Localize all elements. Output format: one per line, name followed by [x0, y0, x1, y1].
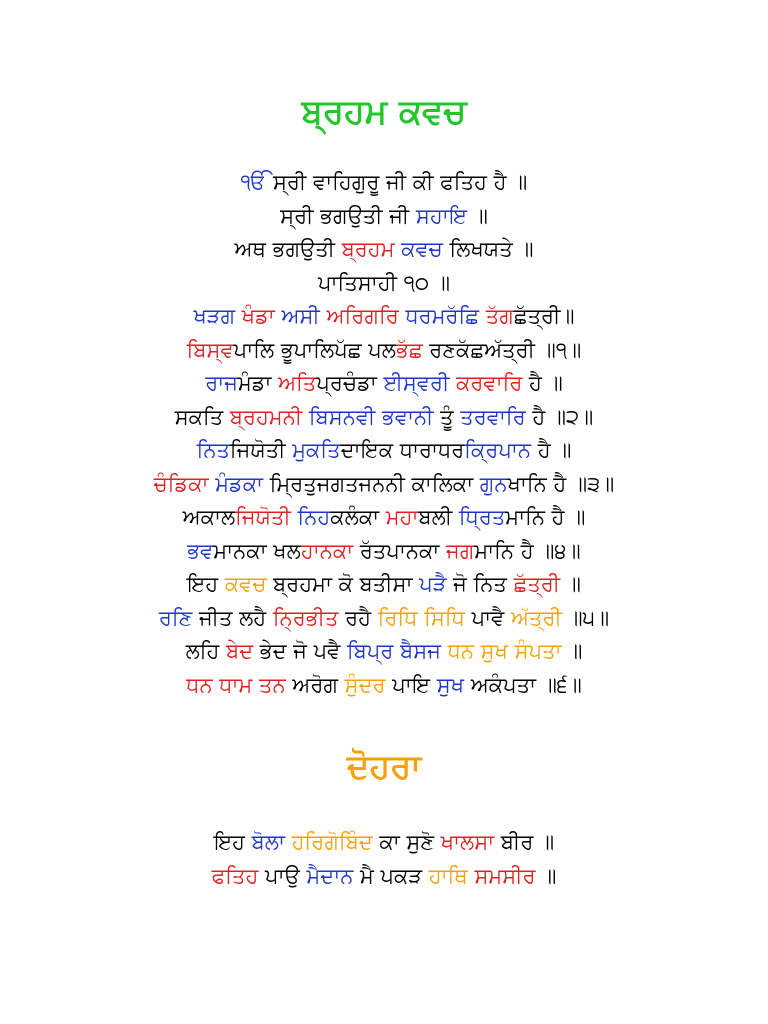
verse-line [0, 535, 768, 569]
verse-segment: ਬੀਰ ॥ [494, 830, 555, 854]
verse-segment: ਸ੍ਰੀ ਵਾਹਿਗੁਰੂ ਜੀ ਕੀ ਫਤਿਹ ਹੈ ॥ [266, 170, 528, 194]
verse-segment: ਧ੍ਰਿਤ [458, 505, 506, 529]
verse-segment [302, 405, 309, 429]
verse-segment: ਹੈ ॥੨॥ [525, 404, 594, 429]
verse-segment: ਤਰਵਾਰਿ [460, 404, 526, 429]
verse-segment: ਖਾਲਸਾ [440, 830, 495, 854]
verse-segment: ਕਰਵਾਰਿ [456, 371, 523, 395]
verse-line [0, 367, 768, 401]
verse-segment: ਧਰਮਰੱਛਿ [405, 304, 480, 328]
section-heading: ਦੋਹਰਾ [346, 747, 422, 787]
verse-segment: ਮੈ ਪਕੜ [353, 863, 429, 888]
verse-line [0, 826, 768, 860]
verse-segment: ਮੁਕਤਿ [292, 438, 341, 462]
verse-segment [441, 639, 448, 663]
verse-segment: ਹੈ ॥ [531, 438, 572, 462]
verse-line [0, 233, 768, 267]
verse-segment: ਅਕਾਲ [182, 505, 236, 529]
verse-line [0, 501, 768, 535]
verse-segment: ਈਸ੍ਵਰੀ [383, 371, 450, 395]
verse-segment: ਪ੍ਰਚੰਡਾ [316, 371, 384, 395]
verse-segment: ਪਾਉ [258, 863, 307, 888]
verse-segment: ਰਹੈ [338, 605, 378, 630]
verse-segment: ਬਿਪ੍ਰ ਬੈਸਜ [347, 639, 441, 663]
verse-segment: ॥ [535, 863, 557, 888]
page-title: ਬ੍ਰਹਮ ਕਵਚ [301, 92, 467, 132]
verse-segment: ਖਾਨਿ ਹੈ ॥੩॥ [507, 471, 615, 496]
verse-segment: ਸੁੰਦਰ [344, 672, 386, 697]
verse-segment: ਛੱਤ੍ਰੀ॥ [513, 304, 575, 328]
verse-segment: ਜੀਤ ਲਹੈ [192, 605, 273, 630]
verse-segment: ਬ੍ਰਹਮਾ ਕੋ ਬਤੀਸਾ [266, 572, 420, 596]
verse-segment [375, 405, 382, 429]
verse-segment: ਬਿਸਨਵੀ [308, 404, 376, 429]
verse-segment: ਹੈ ॥ [522, 371, 563, 395]
verse-segment: ਬੇਦ [226, 639, 254, 663]
verse-segment: ਅੱਤ੍ਰੀ [510, 605, 562, 630]
verse-segment: ਪਾਤਿਸਾਹੀ ੧੦ ॥ [318, 270, 450, 295]
verse-segment: ਮਾਨਿ ਹੈ ॥੪॥ [474, 538, 581, 563]
verse-segment: ਖੰਡਾ [241, 304, 275, 328]
verse-line [0, 635, 768, 669]
verse-segment: ਖੜਗ [193, 304, 236, 328]
verse-segment: ੴ [240, 170, 267, 194]
verse-line [0, 166, 768, 200]
verse-segment: ਭੇਦ ਜੋ ਪਵੈ [253, 639, 347, 663]
verse-segment: ਲਿਖਯਤੇ ॥ [442, 237, 534, 261]
verse-line [0, 267, 768, 301]
verse-segment: ਨ੍ਰਿਭੀਤ [272, 605, 339, 630]
verse-segment: ਧਨ ਧਾਮ ਤਨ [186, 672, 286, 697]
verse-segment: ਨਿਤ [196, 438, 230, 462]
verse-segment: ਜਿਯੋਤੀ [229, 438, 293, 462]
verse-segment: ਕਾ ਸੁਣੋ [372, 830, 441, 854]
verse-segment: ਧਨ ਸੁਖ ਸੰਪਤਾ [447, 639, 562, 663]
verse-segment: ਮ੍ਰਿਤੁਜਗਤਜਨਨੀ ਕਾਲਿਕਾ [263, 471, 480, 496]
verse-segment: ਭਵਾਨੀ [382, 404, 434, 429]
verse-segment: ਅਕੰਪਤਾ ॥੬॥ [464, 672, 582, 697]
verse-segment [320, 304, 327, 328]
verse-segment: ਗੁਨ [479, 471, 508, 496]
verse-segment: ਮਹਾ [385, 505, 419, 529]
verse-segment: ਸਕਤਿ [174, 404, 230, 429]
verse-segment [235, 304, 242, 328]
verse-segment: ਪਾਇ [385, 672, 437, 697]
verse-segment: ਅਰੋਗ [285, 672, 345, 697]
verse-segment: ॥ [560, 572, 581, 596]
verse-segment: ਰਣਿ [158, 605, 193, 630]
verse-segment: ਕਵਚ [401, 237, 443, 261]
verse-segment: ਜੋ ਨਿਤ [446, 572, 514, 596]
verse-segment: ॥ [561, 639, 583, 663]
verse-segment [291, 505, 298, 529]
verse-segment: ਨਿਹ [297, 505, 331, 529]
verse-segment: ਸਮਸੀਰ [474, 863, 536, 888]
verse-segment [479, 304, 486, 328]
verse-segment: ਅਥ ਭਗਉਤੀ [234, 237, 342, 261]
verse-line [0, 669, 768, 703]
verse-segment: ਕਵਚ [224, 572, 267, 596]
verse-segment: ਭੱਛ [395, 337, 423, 362]
verse-segment: ਰਣਕੱਛਅੱਤ੍ਰੀ ॥੧॥ [422, 337, 582, 362]
verse-segment: ਚੰਡਿਕਾ [153, 471, 209, 496]
verse-segment: ਭਵ [187, 538, 214, 563]
verse-segment: ਮਾਨਕਾ ਖਲ [213, 538, 301, 563]
verse-segment: ਰੱਤਪਾਨਕਾ [353, 538, 446, 563]
verse-segment: ਲਹਿ [185, 639, 227, 663]
verse-segment: ਸ੍ਰੀ ਭਗਉਤੀ ਜੀ [280, 203, 416, 228]
verse-segment: ਇਹ [213, 830, 252, 854]
verse-segment: ਰਿਧਿ ਸਿਧਿ [377, 605, 465, 630]
verse-segment: ਫਤਿਹ [211, 863, 259, 888]
verse-segment: ਬ੍ਰਹਮ [341, 237, 395, 261]
verse-segment: ਅਤਿ [278, 371, 317, 395]
verse-segment: ਮੰਡਾ [237, 371, 279, 395]
verse-segment: ਰਾਜ [205, 371, 238, 395]
verse-segment: ਇਹ [187, 572, 225, 596]
verse-segment: ਬ੍ਰਹਮਨੀ [229, 404, 303, 429]
verse-segment: ਹਾਥਿ [428, 863, 468, 888]
verse-segment: ਅਸੀ [281, 304, 320, 328]
verse-segment: ਤੂੰ [433, 404, 461, 429]
verse-segment: ਹਰਿਗੋਬਿੰਦ [291, 830, 373, 854]
verse-line [0, 200, 768, 234]
verse-segment: ਕਲੰਕਾ [330, 505, 386, 529]
verse-segment: ਸੁਖ [436, 672, 465, 697]
verse-line [0, 860, 768, 894]
verse-line [0, 568, 768, 602]
verse-segment: ਜਿਯੋਤੀ [235, 505, 291, 529]
verse-segment: ਜਗ [445, 538, 475, 563]
verse-segment: ਮੰਡਕਾ [215, 471, 264, 496]
verse-segment: ਮੈਦਾਨ [306, 863, 354, 888]
verse-segment: ਪਾਵੈ [464, 605, 511, 630]
doha-block [0, 826, 768, 893]
verse-line [0, 434, 768, 468]
verse-segment: ਦਾਇਕ ਧਾਰਾਧਰ [340, 438, 465, 462]
verse-segment: ਪੜੈ [419, 572, 447, 596]
verse-block [0, 166, 768, 702]
verse-segment: ਕ੍ਰਿਪਾਨ [464, 438, 532, 462]
verse-segment: ਮਾਨਿ ਹੈ ॥ [505, 505, 586, 529]
verse-segment: ਛੱਤ੍ਰੀ [513, 572, 561, 596]
verse-segment: ਬਿਸ੍ਵ [186, 337, 234, 362]
verse-line [0, 468, 768, 502]
verse-segment: ॥ [467, 203, 488, 228]
verse-segment: ਤੱਗ [485, 304, 514, 328]
verse-line [0, 334, 768, 368]
verse-segment: ਪਾਲਿ ਭੂਪਾਲਿਪੱਛ ਪਲ [233, 337, 396, 362]
verse-line [0, 401, 768, 435]
verse-segment: ਬਲੀ [418, 505, 459, 529]
verse-segment: ਸਹਾਇ [415, 203, 468, 228]
verse-line [0, 300, 768, 334]
verse-segment: ॥੫॥ [561, 605, 610, 630]
verse-segment: ਹਾਨਕਾ [300, 538, 354, 563]
verse-line [0, 602, 768, 636]
verse-segment: ਅਰਿਗਰਿ [326, 304, 399, 328]
verse-segment [285, 830, 292, 854]
verse-segment: ਬੋਲਾ [251, 830, 285, 854]
